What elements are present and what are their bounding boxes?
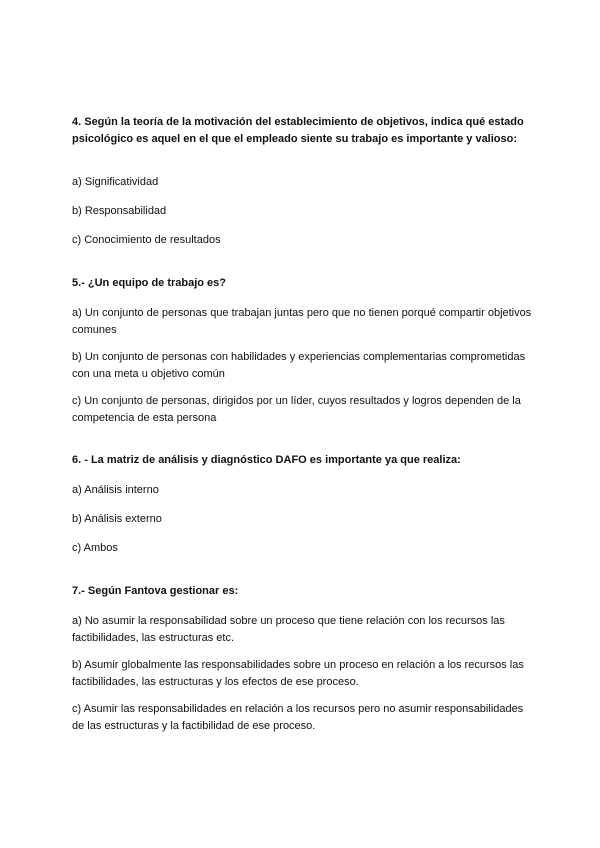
- question-7-option-b: b) Asumir globalmente las responsabilidades sobre un proceso en relación a los recursos las factibilidades, las estructuras y los efectos de ese proceso.: [72, 659, 524, 688]
- question-6-option-b: b) Análisis externo: [72, 513, 162, 525]
- question-4-option-a: a) Significatividad: [72, 176, 159, 188]
- question-7-option-a: a) No asumir la responsabilidad sobre un proceso que tiene relación con los recursos las factibilidades, las estructuras etc.: [72, 615, 505, 644]
- question-5-option-b: b) Un conjunto de personas con habilidades y experiencias complementarias comprometidas con una meta u objetivo común: [72, 351, 526, 380]
- question-5-option-c: c) Un conjunto de personas, dirigidos por un líder, cuyos resultados y logros dependen de la competencia de esta persona: [72, 395, 521, 424]
- question-4-option-b: b) Responsabilidad: [72, 205, 167, 217]
- question-6-option-c: c) Ambos: [72, 542, 118, 554]
- question-4-title: 4. Según la teoría de la motivación del establecimiento de objetivos, indica qué estado psicológico es aquel en el que el empleado siente su trabajo es importante y valioso:: [72, 116, 524, 145]
- question-5-title: 5.- ¿Un equipo de trabajo es?: [72, 277, 227, 289]
- question-5-option-a: a) Un conjunto de personas que trabajan juntas pero que no tienen porqué compartir objetivos comunes: [72, 307, 532, 336]
- question-4-option-c: c) Conocimiento de resultados: [72, 234, 221, 246]
- question-6-title: 6. - La matriz de análisis y diagnóstico DAFO es importante ya que realiza:: [72, 454, 461, 466]
- question-6-option-a: a) Análisis interno: [72, 484, 159, 496]
- question-7-option-c: c) Asumir las responsabilidades en relación a los recursos pero no asumir responsabilidades de las estructuras y la factibilidad de ese proceso.: [72, 703, 524, 732]
- question-7-title: 7.- Según Fantova gestionar es:: [72, 585, 239, 597]
